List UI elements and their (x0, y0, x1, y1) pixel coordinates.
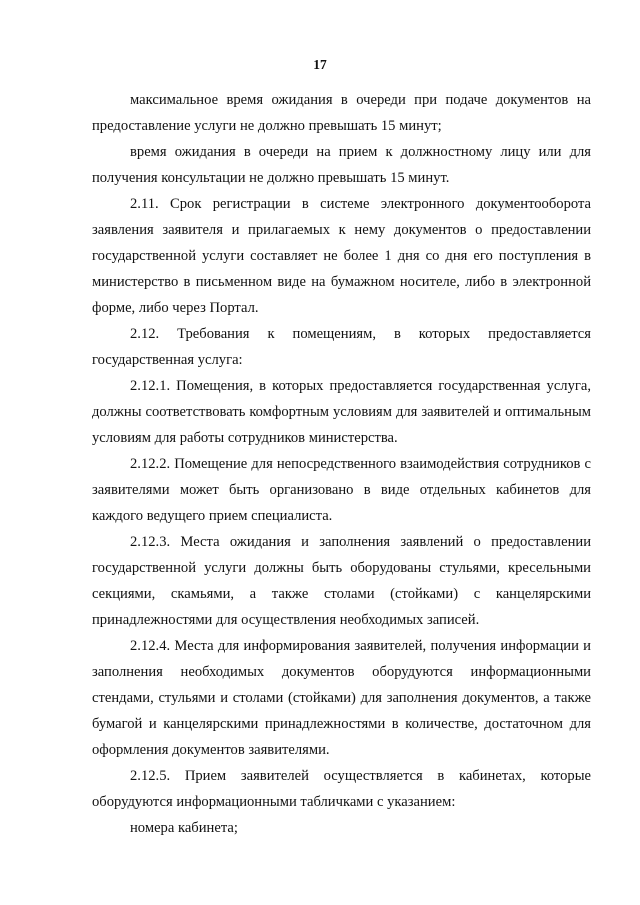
paragraph-2-11-registration: 2.11. Срок регистрации в системе электронного документооборота заявления заявителя и прилагаемых к нему документов о предоставлении государственной услуги составляет не более 1 дня со дня его поступления в министерство в письменном виде на бумажном носителе, либо в электронной форме, либо через Портал. (92, 196, 591, 316)
paragraph-room-number: номера кабинета; (130, 820, 238, 836)
paragraph-2-12-3: 2.12.3. Места ожидания и заполнения заявлений о предоставлении государственной услуги должны быть оборудованы стульями, кресельными секциями, скамьями, а также столами (стойками) с канцелярскими принадлежностями для осуществления необходимых записей. (92, 534, 591, 628)
paragraph-queue-reception-wait: время ожидания в очереди на прием к должностному лицу или для получения консультации не должно превышать 15 минут. (92, 144, 591, 186)
paragraph-2-12-5: 2.12.5. Прием заявителей осуществляется в кабинетах, которые оборудуются информационными табличками с указанием: (92, 768, 591, 810)
page-number: 17 (313, 57, 327, 72)
paragraph-2-12-1: 2.12.1. Помещения, в которых предоставляется государственная услуга, должны соответствовать комфортным условиям для заявителей и оптимальным условиям для работы сотрудников министерства. (92, 378, 591, 446)
paragraph-2-12-4: 2.12.4. Места для информирования заявителей, получения информации и заполнения необходимых документов оборудуются информационными стендами, стульями и столами (стойками) для заполнения документов, а также бумагой и канцелярскими принадлежностями в количестве, достаточном для оформления документов заявителями. (92, 638, 591, 758)
document-body (92, 87, 591, 841)
paragraph-2-12-2: 2.12.2. Помещение для непосредственного взаимодействия сотрудников с заявителями может быть организовано в виде отдельных кабинетов для каждого ведущего прием специалиста. (92, 456, 591, 524)
paragraph-2-12-premises: 2.12. Требования к помещениям, в которых предоставляется государственная услуга: (92, 326, 591, 368)
paragraph-queue-max-wait: максимальное время ожидания в очереди при подаче документов на предоставление услуги не должно превышать 15 минут; (92, 92, 591, 134)
